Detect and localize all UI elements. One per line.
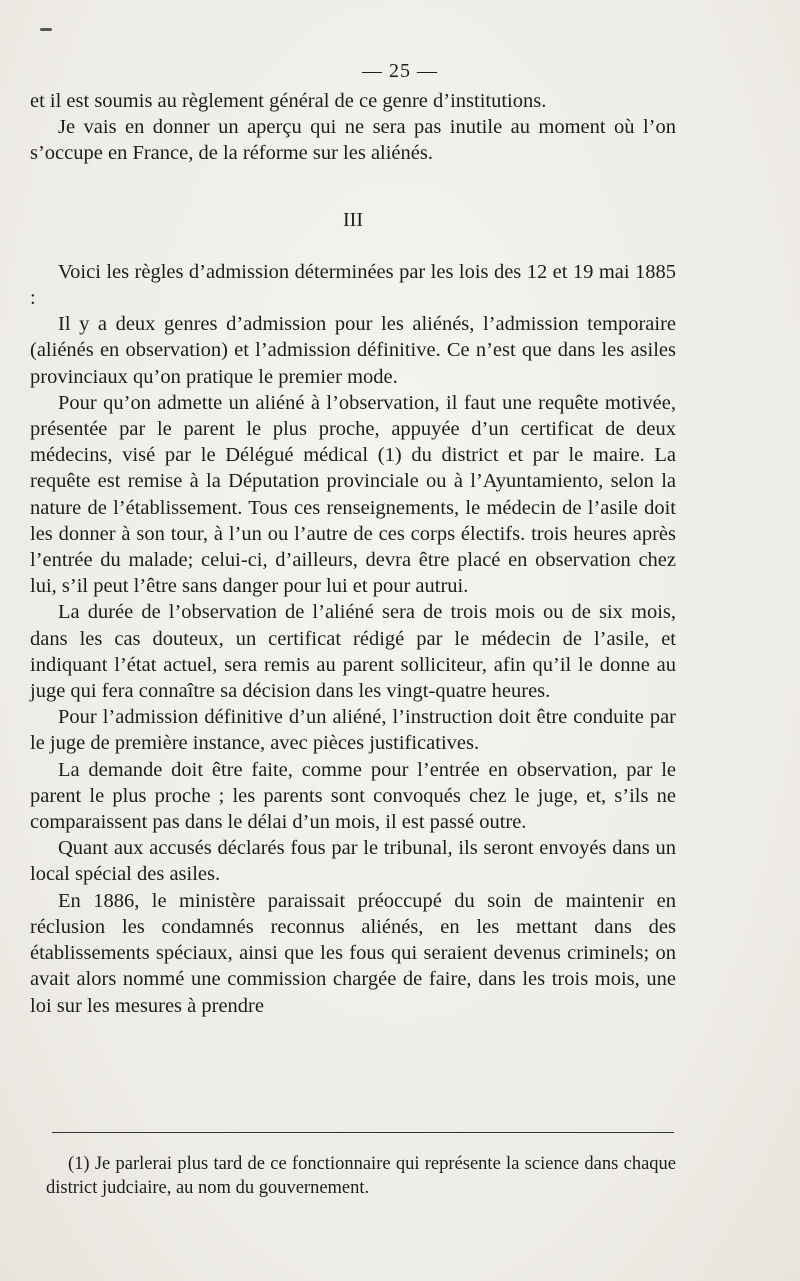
page-number: — 25 — bbox=[362, 60, 438, 82]
footnote bbox=[46, 1152, 676, 1200]
footnote-rule bbox=[52, 1132, 674, 1133]
paragraph-continuation: et il est soumis au règlement général de ce genre d’institutions. bbox=[30, 90, 547, 112]
paragraph: La durée de l’observation de l’aliéné sera de trois mois ou de six mois, dans les cas douteux, un certificat rédigé par le médecin de l’asile, et indiquant l’état actuel, sera remis au parent solliciteur, afin qu’il le donne au juge qui fera connaître sa décision dans les vingt-quatre heures. bbox=[30, 601, 676, 703]
paragraph: Voici les règles d’admission déterminées par les lois des 12 et 19 mai 1885 : bbox=[30, 260, 676, 310]
paragraph: Quant aux accusés déclarés fous par le tribunal, ils seront envoyés dans un local spécial des asiles. bbox=[30, 837, 676, 886]
paragraph: Pour qu’on admette un aliéné à l’observation, il faut une requête motivée, présentée par le parent le plus proche, appuyée d’un certificat de deux médecins, visé par le Délégué médical (1) du district et par le maire. La requête est remise à la Députation provinciale ou à l’Ayuntamiento, selon la nature de l’établissement. Tous ces renseignements, le médecin de l’asile doit les donner à son tour, à l’un ou l’autre de ces corps électifs. trois heures après l’entrée du malade; celui-ci, d’ailleurs, devra être placé en observation chez lui, s’il peut l’être sans danger pour lui et pour autrui. bbox=[30, 391, 676, 598]
paragraph-intro: Je vais en donner un aperçu qui ne sera pas inutile au moment où l’on s’occupe en France, de la réforme sur les aliénés. bbox=[30, 116, 676, 165]
paragraph: Pour l’admission définitive d’un aliéné, l’instruction doit être conduite par le juge de première instance, avec pièces justificatives. bbox=[30, 706, 676, 755]
main-text bbox=[30, 88, 676, 1019]
footnote-text: (1) Je parlerai plus tard de ce fonctionnaire qui représente la science dans chaque district judciaire, au nom du gouvernement. bbox=[46, 1154, 676, 1198]
print-speck bbox=[40, 28, 52, 31]
section-heading: III bbox=[343, 208, 363, 231]
paragraph: Il y a deux genres d’admission pour les aliénés, l’admission temporaire (aliénés en observation) et l’admission définitive. Ce n’est que dans les asiles provinciaux qu’on pratique le premier mode. bbox=[30, 313, 676, 388]
paragraph: En 1886, le ministère paraissait préoccupé du soin de maintenir en réclusion les condamnés reconnus aliénés, en les mettant dans des établissements spéciaux, ainsi que les fous qui seraient devenus criminels; on avait alors nommé une commission chargée de faire, dans les trois mois, une loi sur les mesures à prendre bbox=[30, 889, 676, 1017]
paragraph: La demande doit être faite, comme pour l’entrée en observation, par le parent le plus proche ; les parents sont convoqués chez le juge, et, s’ils ne comparaissent pas dans le délai d’un mois, il est passé outre. bbox=[30, 758, 676, 834]
